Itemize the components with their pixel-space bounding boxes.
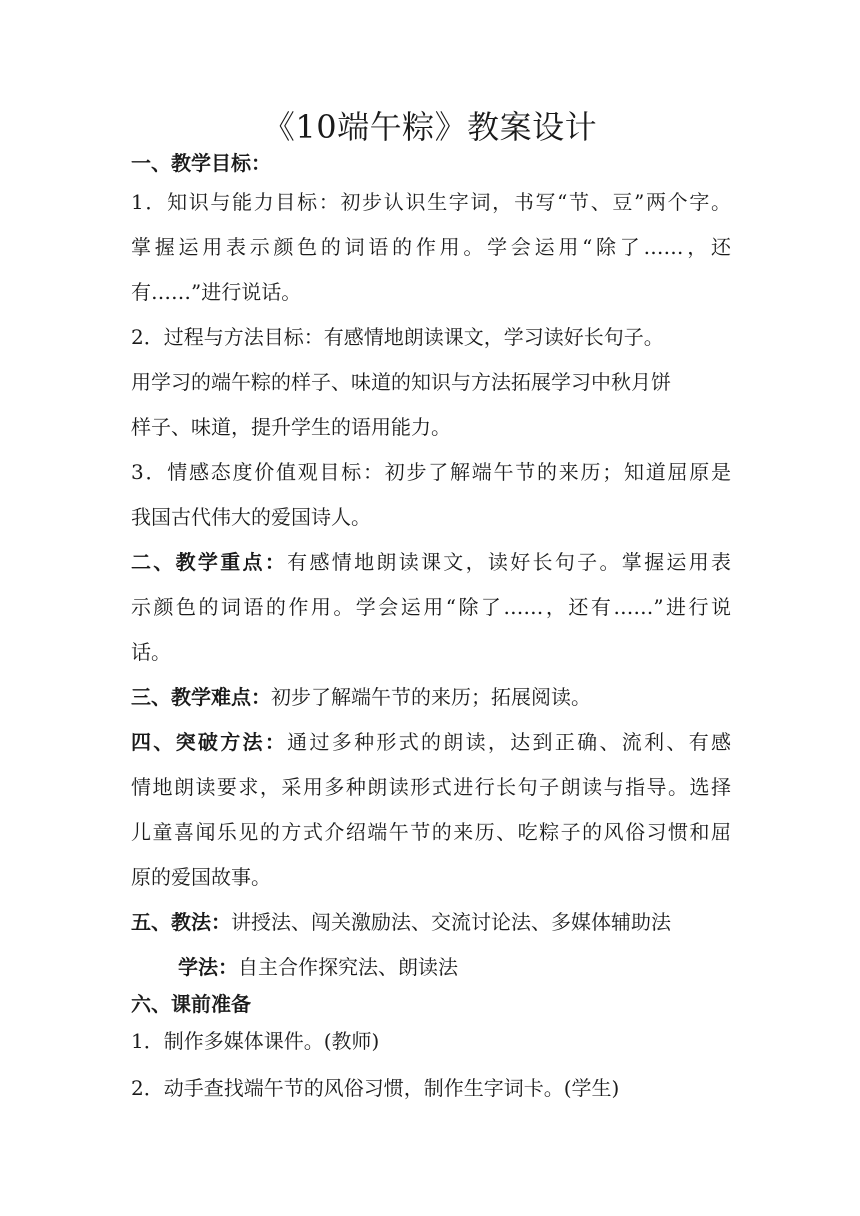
goal-3-line-2: 我国古代伟大的爱国诗人。 [131,505,371,529]
key-points-line-1 [131,547,731,577]
goal-1-line-2: 掌握运用表示颜色的词语的作用。学会运用“除了……，还 [131,235,731,259]
teaching-methods-text: 讲授法、闯关激励法、交流讨论法、多媒体辅助法 [231,910,671,934]
goal-1-line-1: 1．知识与能力目标：初步认识生字词，书写“节、豆”两个字。 [131,190,731,214]
methods-line-2: 情地朗读要求，采用多种朗读形式进行长句子朗读与指导。选择 [131,775,731,799]
methods-text: 通过多种形式的朗读，达到正确、流利、有感 [287,730,731,754]
section-heading-difficulties: 三、教学难点： [131,685,271,709]
goal-2-line-3: 样子、味道，提升学生的语用能力。 [131,415,451,439]
difficulties-line [131,682,731,712]
section-heading-goals: 一、教学目标： [131,151,271,175]
goal-3-line-1: 3．情感态度价值观目标：初步了解端午节的来历；知道屈原是 [131,460,731,484]
section-heading-methods: 四、突破方法： [131,730,288,754]
key-points-line-2: 示颜色的词语的作用。学会运用“除了……，还有……”进行说 [131,595,731,619]
preparation-item-1: 1．制作多媒体课件。(教师) [131,1029,380,1053]
learning-methods-line [178,952,731,982]
difficulties-text: 初步了解端午节的来历；拓展阅读。 [271,685,591,709]
key-points-line-3: 话。 [131,640,171,664]
section-heading-teaching-methods: 五、教法： [131,910,231,934]
section-heading-preparation: 六、课前准备 [131,992,251,1016]
preparation-item-2: 2．动手查找端午节的风俗习惯，制作生字词卡。(学生) [131,1076,620,1100]
methods-line-3: 儿童喜闻乐见的方式介绍端午节的来历、吃粽子的风俗习惯和屈 [131,820,731,844]
methods-line-4: 原的爱国故事。 [131,865,271,889]
goal-2-line-1: 2．过程与方法目标：有感情地朗读课文，学习读好长句子。 [131,325,664,349]
key-points-text: 有感情地朗读课文，读好长句子。掌握运用表 [287,550,731,574]
methods-line-1 [131,727,731,757]
section-heading-key-points: 二、教学重点： [131,550,288,574]
learning-methods-heading: 学法： [178,955,238,979]
goal-1-line-3: 有……”进行说话。 [131,280,302,304]
document-title: 《10端午粽》教案设计 [262,108,598,146]
learning-methods-text: 自主合作探究法、朗读法 [238,955,458,979]
teaching-methods-line [131,907,731,937]
goal-2-line-2: 用学习的端午粽的样子、味道的知识与方法拓展学习中秋月饼 [131,370,671,394]
